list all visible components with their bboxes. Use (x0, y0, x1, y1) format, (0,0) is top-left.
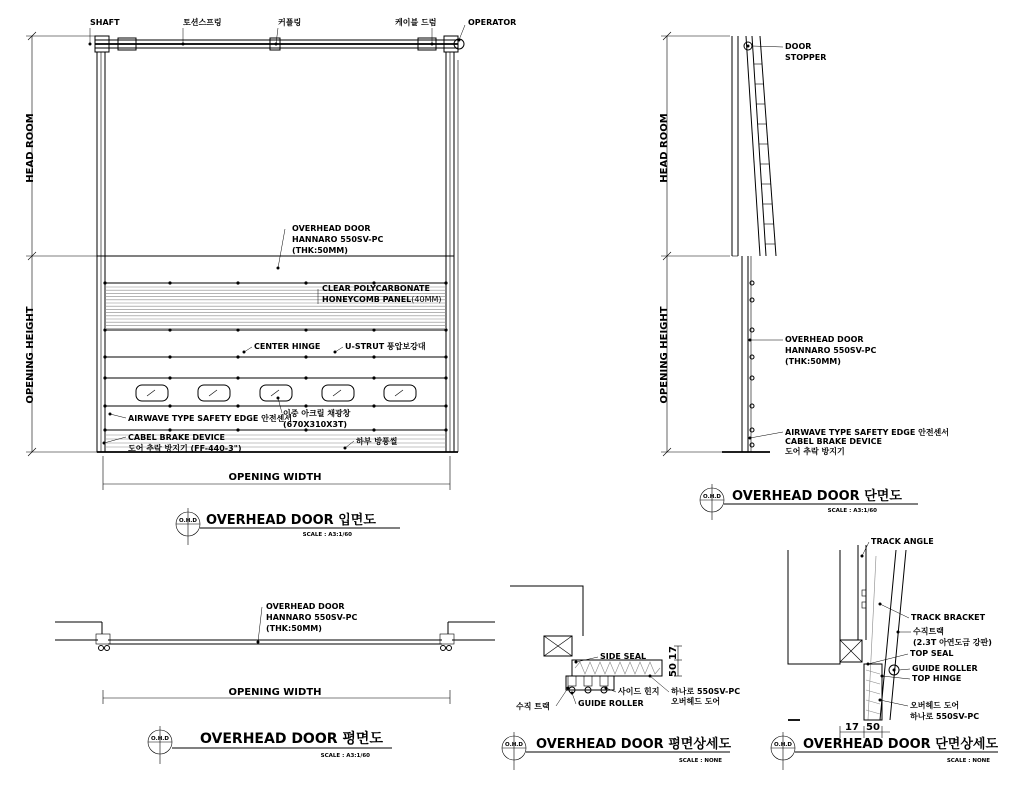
sd-door-label-2: 하나로 550SV-PC (910, 712, 980, 721)
panel-hinge-dot (444, 376, 447, 379)
elev-panel-label-1: CLEAR POLYCARBONATE (322, 284, 430, 293)
pd-title-circle: O.H.D (505, 742, 523, 748)
elev-panel-label-2-main: HONEYCOMB PANEL (322, 295, 412, 304)
sect-door-label-3: (THK:50MM) (785, 357, 841, 366)
panel-hinge-dot (304, 355, 307, 358)
roller-bracket (568, 676, 576, 686)
plan-detail-view (502, 586, 740, 770)
panel-hinge-dot (372, 428, 375, 431)
plan-view (55, 602, 495, 764)
plan-detail-title-block (502, 732, 731, 770)
elev-panel-label-2 (322, 295, 442, 304)
section-hinges (750, 281, 754, 447)
sd-door-label-1: 오버헤드 도어 (910, 701, 960, 710)
plan-opening-width-label: OPENING WIDTH (228, 687, 322, 698)
panel-hinge-dot (372, 376, 375, 379)
sect-opening-height-label: OPENING HEIGHT (659, 306, 670, 404)
plan-title-circle: O.H.D (151, 736, 169, 742)
panel-hinge-dot (168, 355, 171, 358)
elev-opening-height-label: OPENING HEIGHT (25, 306, 36, 404)
pd-dim-50: 50 (668, 663, 679, 677)
elev-operator-label: OPERATOR (468, 18, 517, 27)
plan-door-label-2: HANNARO 550SV-PC (266, 613, 358, 622)
panel-hinge-dot (236, 355, 239, 358)
elev-cable-brake-label-1: CABEL BRAKE DEVICE (128, 433, 226, 442)
elev-shaft-label: SHAFT (90, 18, 120, 27)
panel-hinge-dot (236, 404, 239, 407)
elev-title-circle: O.H.D (179, 518, 197, 524)
sd-title-text: OVERHEAD DOOR 단면상세도 (803, 737, 999, 752)
sd-track-bracket-label: TRACK BRACKET (911, 613, 986, 622)
plan-door-label-3: (THK:50MM) (266, 624, 322, 633)
panel-hinge-dot (444, 404, 447, 407)
hinge-roller-icon (750, 428, 754, 432)
panel-hinge-dot (168, 376, 171, 379)
window-glint (147, 390, 155, 396)
panel-hinge-dot (372, 404, 375, 407)
panel-hinge-dot (168, 281, 171, 284)
pd-door-label-2: 오버헤드 도어 (671, 697, 721, 706)
elevation-title-block (176, 508, 400, 545)
elev-door-label-1: OVERHEAD DOOR (292, 224, 371, 233)
pd-side-seal-label: SIDE SEAL (600, 652, 647, 661)
elevation-view (25, 17, 516, 545)
panel-hinge-dot (372, 355, 375, 358)
pd-side-hinge-label: 사이드 힌지 (618, 687, 660, 696)
roller-bracket (600, 676, 608, 686)
elev-cable-brake-label-2: 도어 추락 방지기 (FF-440-3") (128, 444, 242, 453)
elev-title-scale: SCALE : A3:1/60 (302, 532, 352, 538)
panel-hinge-dot (168, 404, 171, 407)
roller-bracket (584, 676, 592, 686)
sect-cable-brake-label-2: 도어 추락 방지기 (785, 447, 845, 456)
plan-title-text: OVERHEAD DOOR 평면도 (200, 731, 383, 747)
panel-hinge-dot (444, 281, 447, 284)
section-detail-view (771, 537, 998, 770)
window-glint (209, 390, 217, 396)
elev-center-hinge-label: CENTER HINGE (254, 342, 321, 351)
pd-door-label-1: 하나로 550SV-PC (671, 687, 741, 696)
acrylic-window (136, 385, 168, 401)
pd-dim-17: 17 (668, 646, 679, 660)
panel-hinge-dot (168, 428, 171, 431)
panel-hinge-dot (103, 428, 106, 431)
elev-title-text: OVERHEAD DOOR 입면도 (206, 513, 376, 528)
elev-bottom-seal-label: 하부 방풍씰 (356, 437, 398, 446)
hinge-roller-icon (750, 443, 754, 447)
panel-hinge-dot (103, 355, 106, 358)
sect-title-scale: SCALE : A3:1/60 (827, 508, 877, 514)
section-detail-title-block (771, 732, 998, 770)
sd-guide-roller-label: GUIDE ROLLER (912, 664, 978, 673)
elev-cable-drum-label: 케이블 드럼 (395, 18, 437, 27)
acrylic-window (384, 385, 416, 401)
panel-hinge-dot (236, 376, 239, 379)
window-glint (395, 390, 403, 396)
acrylic-window (198, 385, 230, 401)
sect-airwave-label: AIRWAVE TYPE SAFETY EDGE 안전센서 (785, 428, 949, 437)
acrylic-window (322, 385, 354, 401)
sect-title-circle: O.H.D (703, 494, 721, 500)
elev-window-label-1: 이중 아크릴 채광창 (283, 409, 351, 418)
acrylic-window-row (136, 385, 416, 401)
sect-title-text: OVERHEAD DOOR 단면도 (732, 489, 902, 504)
sd-title-scale: SCALE : NONE (946, 758, 990, 764)
pd-title-scale: SCALE : NONE (678, 758, 722, 764)
sect-door-label-2: HANNARO 550SV-PC (785, 346, 877, 355)
sd-top-hinge-label: TOP HINGE (912, 674, 962, 683)
plan-title-block (148, 726, 392, 764)
sd-vtrack-label-2: (2.3T 아연도금 강판) (913, 638, 992, 647)
section-title-block (700, 484, 918, 520)
elev-torsion-spring-label: 토션스프링 (183, 18, 222, 27)
hinge-roller-icon (750, 355, 754, 359)
sd-dim-17: 17 (845, 722, 859, 733)
elev-door-label-3: (THK:50MM) (292, 246, 348, 255)
elev-u-strut-label: U-STRUT 풍압보강대 (345, 342, 426, 351)
panel-hinge-dot (103, 376, 106, 379)
sect-cable-brake-label-1: CABEL BRAKE DEVICE (785, 437, 883, 446)
sd-track-angle-label: TRACK ANGLE (871, 537, 934, 546)
sect-head-room-label: HEAD ROOM (659, 113, 670, 183)
panel-hinge-dot (236, 281, 239, 284)
section-view (659, 32, 949, 520)
panel-hinge-dot (236, 428, 239, 431)
panel-hinge-dot (304, 404, 307, 407)
sect-stopper-label-1: DOOR (785, 42, 812, 51)
acrylic-window (260, 385, 292, 401)
hinge-roller-icon (750, 328, 754, 332)
sd-dim-50: 50 (866, 722, 880, 733)
hinge-roller-icon (750, 376, 754, 380)
elev-head-room-label: HEAD ROOM (25, 113, 36, 183)
panel-hinge-dot (103, 404, 106, 407)
sd-top-seal-label: TOP SEAL (910, 649, 954, 658)
plan-door-label-1: OVERHEAD DOOR (266, 602, 345, 611)
sect-door-label-1: OVERHEAD DOOR (785, 335, 864, 344)
panel-hinge-dot (444, 355, 447, 358)
panel-hinge-dot (103, 281, 106, 284)
sect-stopper-label-2: STOPPER (785, 53, 827, 62)
elev-coupling-label: 커플링 (278, 18, 302, 27)
sd-vtrack-label-1: 수직트랙 (913, 627, 944, 636)
elev-airwave-label: AIRWAVE TYPE SAFETY EDGE 안전센서 (128, 414, 292, 423)
window-glint (333, 390, 341, 396)
hinge-roller-icon (750, 281, 754, 285)
pd-title-text: OVERHEAD DOOR 평면상세도 (536, 737, 732, 752)
elev-opening-width-label: OPENING WIDTH (228, 472, 322, 483)
panel-hinge-dot (304, 376, 307, 379)
elev-door-label-2: HANNARO 550SV-PC (292, 235, 384, 244)
hinge-roller-icon (750, 298, 754, 302)
elev-panel-label-2-suffix: (40MM) (411, 295, 442, 304)
elev-window-label-2: (670X310X3T) (283, 420, 348, 429)
pd-guide-roller-label: GUIDE ROLLER (578, 699, 644, 708)
plan-title-scale: SCALE : A3:1/60 (320, 753, 370, 759)
panel-hinge-dot (444, 428, 447, 431)
sd-title-circle: O.H.D (774, 742, 792, 748)
window-glint (271, 390, 279, 396)
hinge-roller-icon (750, 404, 754, 408)
panel-hinge-dot (304, 281, 307, 284)
pd-vertical-track-label: 수직 트랙 (516, 702, 550, 711)
